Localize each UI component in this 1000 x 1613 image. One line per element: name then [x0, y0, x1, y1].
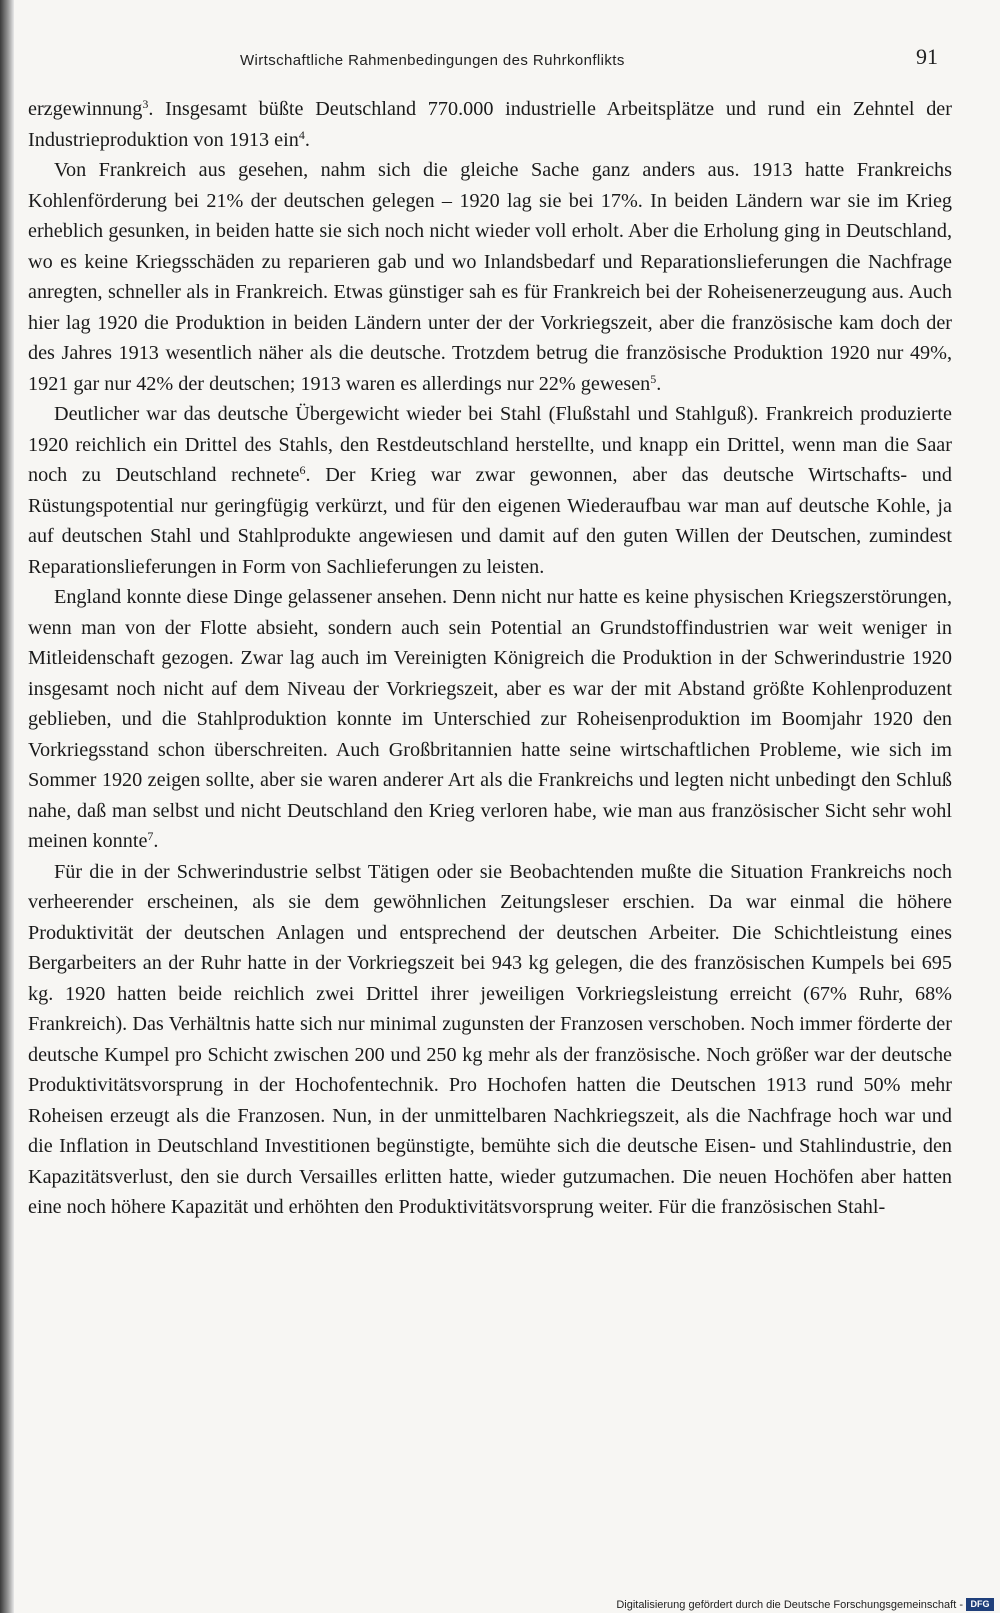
paragraph — [28, 399, 952, 582]
page-binding-edge — [0, 0, 14, 1613]
paragraph-text: . — [656, 372, 662, 395]
footnote-marker: 4 — [298, 127, 305, 142]
paragraph-text: England konnte diese Dinge gelassener ansehen. Denn nicht nur hatte es keine physischen Kriegszerstörungen, wenn man von der Flotte absieht, sondern auch sein Potential an Grundstoffindustrien war weit weniger in Mitleidenschaft gezogen. Zwar lag auch im Vereinigten Königreich die Produktion in der Schwerindustrie 1920 insgesamt noch nicht auf dem Niveau der Vorkriegszeit, aber es war der mit Abstand größte Kohlenproduzent geblieben, und die Stahlproduktion konnte im Unterschied zur Roheisenproduktion im Boomjahr 1920 den Vorkriegsstand schon überschreiten. Auch Großbritannien hatte seine wirtschaftlichen Probleme, wie sich im Sommer 1920 zeigen sollte, aber sie waren anderer Art als die Frankreichs und legten nicht unbedingt den Schluß nahe, daß man selbst und nicht Deutschland den Krieg verloren habe, wie man aus französischer Sicht sehr wohl meinen konnte — [28, 586, 952, 852]
paragraph-text: Deutlicher war das deutsche Übergewicht wieder bei Stahl (Flußstahl und Stahlguß). Frankreich produzierte 1920 reichlich ein Drittel des Stahls, den Restdeutschland herstellte, und knapp ein Drittel, wenn man die Saar noch zu Deutschland rechnete — [28, 403, 952, 486]
paragraph — [28, 857, 952, 1223]
paragraph-text: . Der Krieg war zwar gewonnen, aber das deutsche Wirtschafts- und Rüstungspotential nur geringfügig verkürzt, und für den eigenen Wiederaufbau war man auf deutsche Kohle, ja auf deutschen Stahl und Stahlprodukte angewiesen und damit auf den guten Willen der Deutschen, zumindest Reparationslieferungen in Form von Sachlieferungen zu leisten. — [28, 464, 952, 578]
paragraph-text: . — [304, 128, 310, 151]
page-number: 91 — [916, 44, 938, 69]
digitization-footer — [616, 1598, 994, 1611]
paragraph-text: Für die in der Schwerindustrie selbst Tätigen oder sie Beobachtenden mußte die Situation Frankreichs noch verheerender erscheinen, als sie dem gewöhnlichen Zeitungsleser erschien. Da war einmal die höhere Produktivität der deutschen Anlagen und entsprechend der deutschen Arbeiter. Die Schichtleistung eines Bergarbeiters an der Ruhr hatte in der Vorkriegszeit bei 943 kg gelegen, die des französischen Kumpels bei 695 kg. 1920 hatten beide reichlich zwei Drittel ihrer jeweiligen Vorkriegsleistung erreicht (67% Ruhr, 68% Frankreich). Das Verhältnis hatte sich nur minimal zugunsten der Franzosen verschoben. Noch immer förderte der deutsche Kumpel pro Schicht zwischen 200 und 250 kg mehr als der französische. Noch größer war der deutsche Produktivitätsvorsprung in der Hochofentechnik. Pro Hochofen hatten die Deutschen 1913 rund 50% mehr Roheisen erzeugt als die Franzosen. Nun, in der unmittelbaren Nachkriegszeit, als die Nachfrage hoch war und die Inflation in Deutschland Investitionen begünstigte, bemühte sich die deutsche Eisen- und Stahlindustrie, den Kapazitätsverlust, den sie durch Versailles erlitten hatte, wieder gutzumachen. Die neuen Hochöfen aber hatten eine noch höhere Kapazität und erhöhten den Produktivitätsvorsprung weiter. Für die französischen Stahl- — [28, 860, 952, 1218]
footnote-marker: 6 — [299, 463, 306, 477]
footnote-marker: 3 — [142, 97, 149, 111]
dfg-logo-icon: DFG — [966, 1598, 994, 1611]
body-text — [28, 94, 952, 1223]
paragraph-text: . Insgesamt büßte Deutschland 770.000 industrielle Arbeitsplätze und rund ein Zehntel der Industrieproduktion von 1913 ein — [28, 98, 952, 151]
paragraph — [28, 94, 952, 155]
paragraph-text: Von Frankreich aus gesehen, nahm sich die gleiche Sache ganz anders aus. 1913 hatte Frankreichs Kohlenförderung bei 21% der deutschen gelegen – 1920 lag sie bei 17%. In beiden Ländern war sie im Krieg erheblich gesunken, in beiden hatte sie sich noch nicht wieder voll erholt. Aber die Erholung ging in Deutschland, wo es keine Kriegsschäden zu reparieren gab und wo Inlandsbedarf und Reparationslieferungen die Nachfrage anregten, schneller als in Frankreich. Etwas günstiger sah es für Frankreich bei der Roheisenerzeugung aus. Auch hier lag 1920 die Produktion in beiden Ländern unter der der Vorkriegszeit, aber die französische kam doch der des Jahres 1913 wesentlich näher als die deutsche. Trotzdem betrug die französische Produktion 1920 nur 49%, 1921 gar nur 42% der deutschen; 1913 waren es allerdings nur 22% gewesen — [28, 159, 952, 395]
footnote-marker: 7 — [147, 829, 154, 843]
paragraph — [28, 582, 952, 857]
paragraph-text: . — [153, 830, 159, 852]
footnote-marker: 5 — [650, 371, 657, 386]
footer-text: Digitalisierung gefördert durch die Deutsche Forschungsgemeinschaft - — [616, 1598, 963, 1611]
running-title: Wirtschaftliche Rahmenbedingungen des Ruhrkonflikts — [240, 52, 625, 69]
paragraph-text: erzgewinnung — [28, 98, 143, 120]
paragraph — [28, 155, 952, 399]
